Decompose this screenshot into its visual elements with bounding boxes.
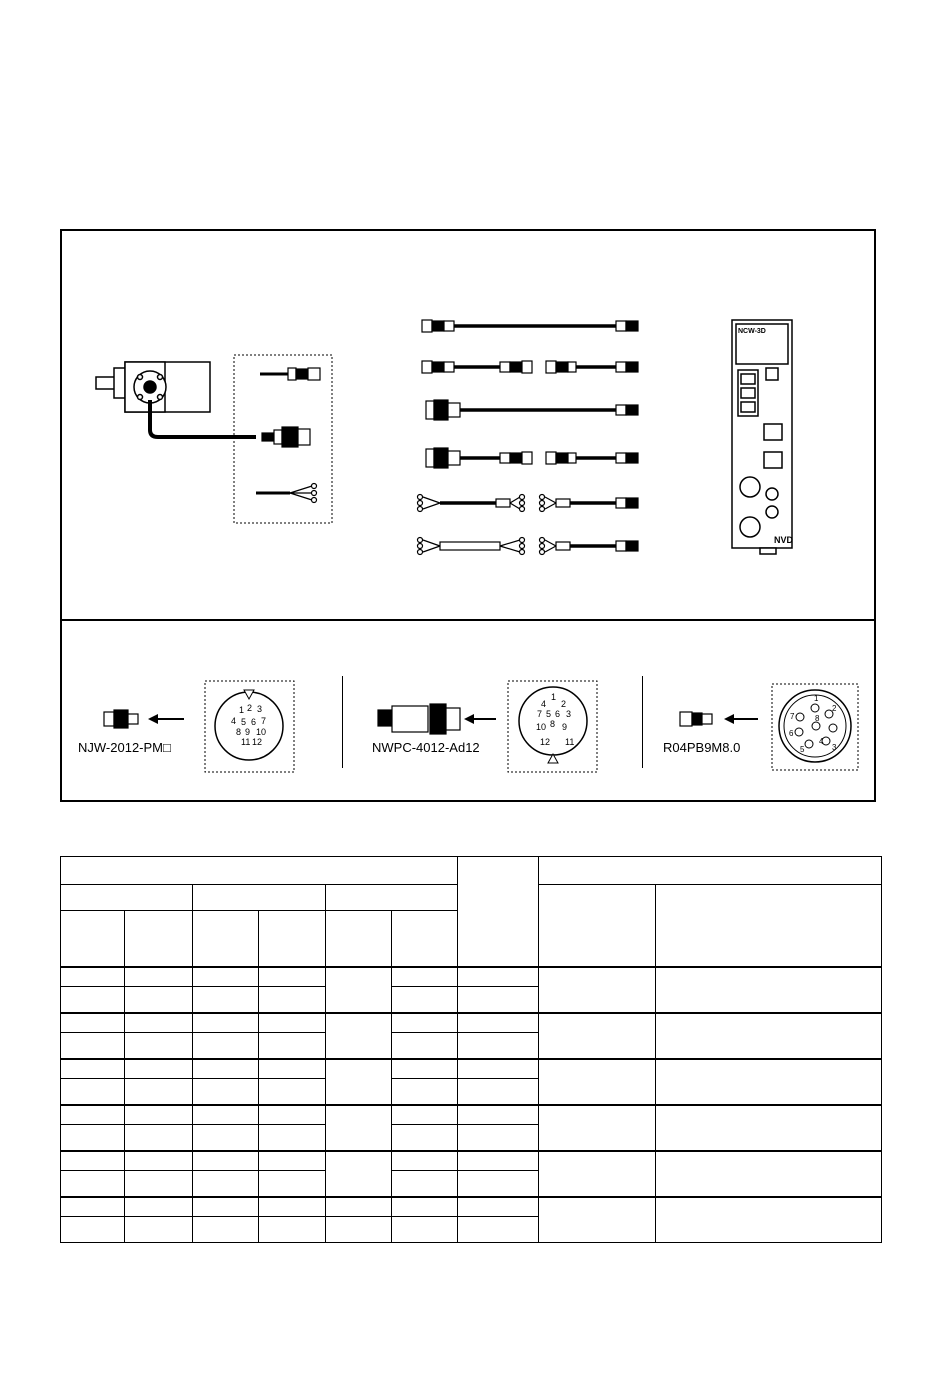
table-cell <box>458 857 539 967</box>
table-cell <box>193 1197 259 1217</box>
connector-label-r04: R04PB9M8.0 <box>663 740 741 755</box>
table-cell <box>193 911 259 967</box>
table-cell <box>125 1013 193 1033</box>
table-cell <box>193 885 326 911</box>
pin-number: 6 <box>555 709 561 719</box>
table-cell <box>539 1059 656 1105</box>
pin-number: 4 <box>541 699 547 709</box>
table-row <box>61 857 882 885</box>
table-cell <box>125 911 193 967</box>
table-cell <box>656 1105 882 1151</box>
table-cell <box>539 1013 656 1059</box>
table-cell <box>193 1059 259 1079</box>
table-row <box>61 1197 882 1217</box>
table-cell <box>392 1151 458 1171</box>
table-cell <box>259 967 326 987</box>
table-cell <box>539 1197 656 1243</box>
table-cell <box>193 967 259 987</box>
pin-number: 4 <box>231 716 237 726</box>
r04-connector-plug <box>680 712 712 726</box>
table-cell <box>125 1079 193 1105</box>
pin-number: 11 <box>565 737 575 747</box>
pin-number: 12 <box>252 737 263 747</box>
brand-mark: NVD <box>774 535 794 545</box>
extension-cables <box>418 320 639 555</box>
table-cell <box>193 1013 259 1033</box>
table-cell <box>458 1059 539 1079</box>
table-cell <box>656 1013 882 1059</box>
cable-option-njw <box>260 368 320 380</box>
table-row <box>61 1059 882 1079</box>
pin-number: 2 <box>247 703 253 713</box>
table-cell <box>125 1171 193 1197</box>
table-cell <box>193 1105 259 1125</box>
table-cell <box>656 1151 882 1197</box>
table-cell <box>193 1125 259 1151</box>
encoder-illustration <box>96 362 210 412</box>
table-cell <box>458 1171 539 1197</box>
table-cell <box>259 1171 326 1197</box>
pin-number: 5 <box>800 745 805 754</box>
table-cell <box>539 1105 656 1151</box>
table-cell <box>259 1079 326 1105</box>
pin-number: 7 <box>790 712 795 721</box>
table-cell <box>392 1171 458 1197</box>
table-cell <box>61 1033 125 1059</box>
pin-number: 6 <box>789 729 794 738</box>
pin-number: 7 <box>537 709 543 719</box>
table-cell <box>539 857 882 885</box>
pin-number: 12 <box>540 737 551 747</box>
table-cell <box>259 1197 326 1217</box>
table-cell <box>326 1197 392 1217</box>
table-cell <box>193 1079 259 1105</box>
table-cell <box>458 1151 539 1171</box>
table-cell <box>656 1059 882 1105</box>
table-cell <box>458 987 539 1013</box>
table-cell <box>259 911 326 967</box>
pin-number: 2 <box>561 699 567 709</box>
table-row <box>61 967 882 987</box>
table-cell <box>392 1033 458 1059</box>
table-cell <box>458 1197 539 1217</box>
table-cell <box>326 1151 392 1197</box>
table-cell <box>61 1217 125 1243</box>
table-row <box>61 1013 882 1033</box>
pin-number: 3 <box>566 709 572 719</box>
controller-module <box>732 320 792 554</box>
table-cell <box>392 1105 458 1125</box>
nwpc-connector-plug <box>378 704 460 734</box>
pin-number: 10 <box>536 722 547 732</box>
table-cell <box>193 1033 259 1059</box>
table-cell <box>326 911 392 967</box>
pin-number: 8 <box>550 719 556 729</box>
table-cell <box>326 885 458 911</box>
pin-number: 1 <box>239 705 245 715</box>
table-cell <box>259 1105 326 1125</box>
pin-number: 3 <box>832 743 837 752</box>
table-cell <box>61 1171 125 1197</box>
table-cell <box>458 1217 539 1243</box>
table-cell <box>392 1079 458 1105</box>
table-cell <box>259 1033 326 1059</box>
spec-table <box>60 856 882 1243</box>
table-row <box>61 1151 882 1171</box>
table-cell <box>259 1059 326 1079</box>
table-cell <box>392 1217 458 1243</box>
njw-connector-plug <box>104 710 138 728</box>
table-cell <box>326 967 392 1013</box>
connector-label-njw: NJW-2012-PM□ <box>78 740 171 755</box>
table-cell <box>656 1197 882 1243</box>
table-cell <box>61 967 125 987</box>
table-cell <box>125 1125 193 1151</box>
pin-number: 11 <box>241 737 251 747</box>
arrow-left-icon <box>464 714 496 724</box>
table-cell <box>193 987 259 1013</box>
table-cell <box>539 1151 656 1197</box>
table-cell <box>458 1125 539 1151</box>
table-cell <box>458 1033 539 1059</box>
table-cell <box>656 967 882 1013</box>
pin-number: 9 <box>245 727 251 737</box>
table-cell <box>326 1105 392 1151</box>
pin-number: 8 <box>236 727 242 737</box>
table-cell <box>125 1151 193 1171</box>
table-cell <box>61 1105 125 1125</box>
table-cell <box>193 1217 259 1243</box>
table-cell <box>392 1197 458 1217</box>
pin-number: 5 <box>546 709 552 719</box>
table-cell <box>125 1197 193 1217</box>
table-cell <box>61 1125 125 1151</box>
table-cell <box>539 885 656 967</box>
table-cell <box>61 1197 125 1217</box>
table-cell <box>326 1013 392 1059</box>
table-cell <box>125 1105 193 1125</box>
table-cell <box>125 1033 193 1059</box>
table-cell <box>61 1059 125 1079</box>
table-cell <box>259 1013 326 1033</box>
module-label: NCW-3D <box>738 328 766 335</box>
table-cell <box>326 1217 392 1243</box>
table-cell <box>392 967 458 987</box>
pin-number: 6 <box>251 717 257 727</box>
table-cell <box>539 967 656 1013</box>
pin-number: 1 <box>551 692 557 702</box>
table-cell <box>392 1059 458 1079</box>
table-cell <box>193 1151 259 1171</box>
arrow-left-icon <box>724 714 758 724</box>
pin-number: 8 <box>815 714 820 723</box>
table-cell <box>61 987 125 1013</box>
pin-number: 10 <box>256 727 267 737</box>
pin-number: 7 <box>261 716 267 726</box>
pin-number: 2 <box>832 704 837 713</box>
table-cell <box>193 1171 259 1197</box>
table-cell <box>259 1151 326 1171</box>
table-cell <box>259 1217 326 1243</box>
table-cell <box>458 1013 539 1033</box>
cable-option-nwpc <box>262 427 310 447</box>
pin-number: 9 <box>562 722 568 732</box>
pin-number: 5 <box>241 717 247 727</box>
pin-number: 1 <box>814 694 819 703</box>
table-cell <box>259 987 326 1013</box>
table-cell <box>458 1079 539 1105</box>
table-cell <box>656 885 882 967</box>
pin-number: 3 <box>257 704 263 714</box>
table-cell <box>61 857 458 885</box>
connector-label-nwpc: NWPC-4012-Ad12 <box>372 740 480 755</box>
table-cell <box>392 1125 458 1151</box>
table-cell <box>392 1013 458 1033</box>
table-cell <box>125 1059 193 1079</box>
table-cell <box>61 1013 125 1033</box>
table-cell <box>458 1105 539 1125</box>
table-cell <box>61 911 125 967</box>
table-cell <box>61 1079 125 1105</box>
table-cell <box>392 987 458 1013</box>
table-cell <box>61 1151 125 1171</box>
table-cell <box>125 987 193 1013</box>
table-cell <box>326 1059 392 1105</box>
table-cell <box>61 885 193 911</box>
table-cell <box>125 1217 193 1243</box>
table-cell <box>259 1125 326 1151</box>
table-row <box>61 1105 882 1125</box>
table-cell <box>125 967 193 987</box>
cable-option-pigtail <box>256 484 317 503</box>
table-cell <box>392 911 458 967</box>
table-cell <box>458 967 539 987</box>
pin-number: 4 <box>819 737 824 746</box>
arrow-left-icon <box>148 714 184 724</box>
